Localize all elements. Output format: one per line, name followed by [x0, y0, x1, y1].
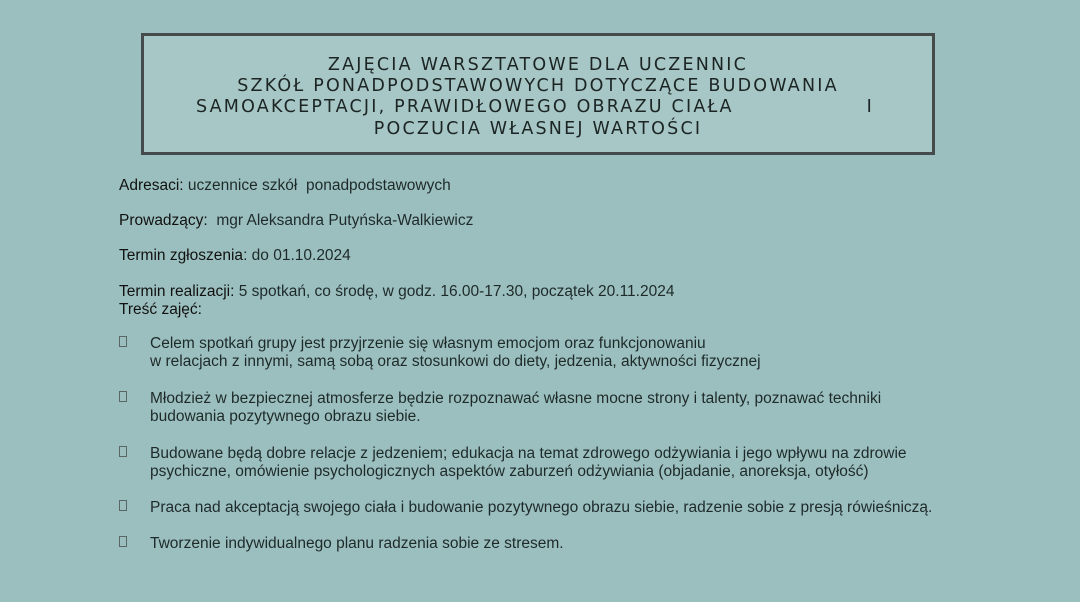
field-label: Termin realizacji: — [119, 283, 235, 300]
field-value: : do 01.10.2024 — [243, 247, 351, 264]
bullet-box-icon — [119, 391, 127, 402]
title-line-3-conjunction: I — [866, 97, 874, 117]
title-line-3: SAMOAKCEPTACJI, PRAWIDŁOWEGO OBRAZU CIAŁA — [196, 97, 734, 117]
field-termin-realizacji — [119, 283, 674, 301]
title-line-4: POCZUCIA WŁASNEJ WARTOŚCI — [373, 119, 703, 139]
title-box — [141, 33, 935, 155]
field-value: uczennice szkół ponadpodstawowych — [183, 177, 451, 194]
list-item-line: Budowane będą dobre relacje z jedzeniem; edukacja na temat zdrowego odżywiania i jego wpływu na zdrowie — [150, 445, 907, 462]
title-line-2: SZKÓŁ PONADPODSTAWOWYCH DOTYCZĄCE BUDOWANIA — [237, 76, 839, 96]
bullet-box-icon — [119, 336, 127, 347]
bullet-box-icon — [119, 536, 127, 547]
field-label: Adresaci: — [119, 177, 184, 194]
bullet-box-icon — [119, 446, 127, 457]
field-label: Treść zajęć: — [119, 301, 202, 318]
list-item-line: psychiczne, omówienie psychologicznych aspektów zaburzeń odżywiania (objadanie, anoreksja, otyłość) — [150, 463, 869, 480]
field-value: 5 spotkań, co środę, w godz. 16.00-17.30, początek 20.11.2024 — [234, 283, 675, 300]
list-item-line: budowania pozytywnego obrazu siebie. — [150, 408, 421, 425]
list-item-line: Młodzież w bezpiecznej atmosferze będzie rozpoznawać własne mocne strony i talenty, poznawać techniki — [150, 390, 882, 407]
field-prowadzacy — [119, 212, 473, 230]
field-termin-zgloszenia — [119, 247, 351, 265]
field-adresaci — [119, 177, 451, 195]
list-item-line: Celem spotkań grupy jest przyjrzenie się własnym emocjom oraz funkcjonowaniu — [150, 335, 706, 352]
field-value: mgr Aleksandra Putyńska-Walkiewicz — [207, 212, 474, 229]
field-label: Prowadzący: — [119, 212, 208, 229]
field-tresc-zajec — [119, 301, 202, 319]
bullet-box-icon — [119, 500, 127, 511]
field-label: Termin zgłoszenia — [119, 247, 244, 264]
list-item-line: Tworzenie indywidualnego planu radzenia sobie ze stresem. — [150, 535, 564, 552]
list-item-line: w relacjach z innymi, samą sobą oraz stosunkowi do diety, jedzenia, aktywności fizycznej — [150, 353, 761, 370]
title-line-1: ZAJĘCIA WARSZTATOWE DLA UCZENNIC — [327, 55, 749, 75]
list-item-line: Praca nad akceptacją swojego ciała i budowanie pozytywnego obrazu siebie, radzenie sobie z presją rówieśniczą. — [150, 499, 933, 516]
